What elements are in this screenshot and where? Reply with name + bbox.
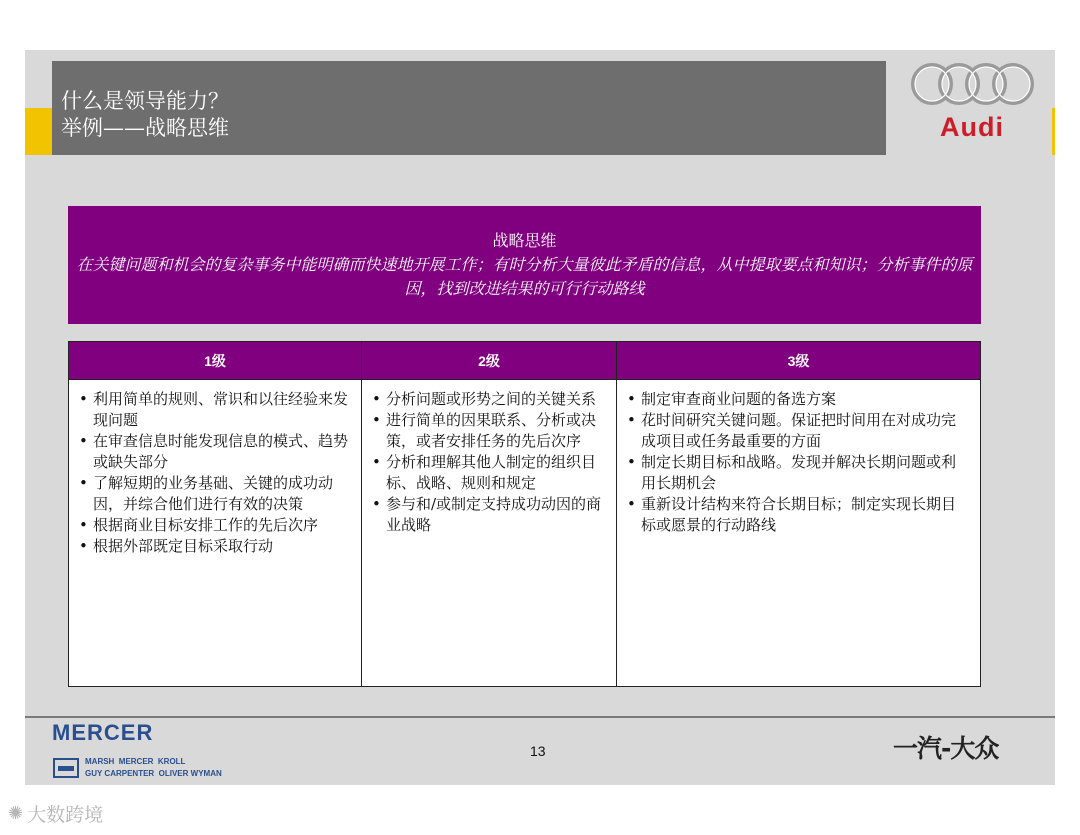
- title-right-accent: [1052, 108, 1055, 155]
- levels-table: [68, 341, 981, 687]
- list-item: • 根据外部既定目标采取行动: [79, 536, 351, 557]
- definition-title: 战略思维: [492, 231, 557, 250]
- audi-wordmark: Audi: [940, 112, 1004, 142]
- list-item: • 进行简单的因果联系、分析或决策，或者安排任务的先后次序: [372, 410, 606, 452]
- list-item: • 花时间研究关键问题。保证把时间用在对成功完成项目或任务最重要的方面: [627, 410, 970, 452]
- list-item: • 制定审查商业问题的备选方案: [627, 389, 970, 410]
- mercer-mark-icon: [53, 758, 79, 778]
- level-3-header: 3级: [617, 342, 980, 380]
- list-item: • 根据商业目标安排工作的先后次序: [79, 515, 351, 536]
- list-item: • 制定长期目标和战略。发现并解决长期问题或利用长期机会: [627, 452, 970, 494]
- list-item: • 利用简单的规则、常识和以往经验来发现问题: [79, 389, 351, 431]
- list-item: • 在审查信息时能发现信息的模式、趋势或缺失部分: [79, 431, 351, 473]
- watermark: [8, 800, 103, 827]
- slide-title: [61, 88, 229, 142]
- level-2-column: [362, 342, 617, 686]
- slide: [25, 50, 1055, 785]
- definition-box: [68, 206, 981, 324]
- level-1-list: [79, 389, 351, 557]
- audi-rings-icon: [906, 62, 1040, 110]
- watermark-text: 大数跨境: [27, 804, 104, 826]
- title-line-2: 举例——战略思维: [61, 116, 229, 140]
- list-item: • 分析和理解其他人制定的组织目标、战略、规则和规定: [372, 452, 606, 494]
- mercer-logo: MERCER: [52, 720, 154, 745]
- list-item: • 重新设计结构来符合长期目标；制定实现长期目标或愿景的行动路线: [627, 494, 970, 536]
- page-number: 13: [530, 743, 546, 759]
- mercer-group-logo: [53, 754, 253, 784]
- audi-logo: [906, 62, 1040, 142]
- level-3-list: [627, 389, 970, 536]
- definition-description: 在关键问题和机会的复杂事务中能明确而快速地开展工作；有时分析大量彼此矛盾的信息，从中提取要点和知识；分析事件的原因，找到改进结果的可行行动路线: [76, 255, 973, 298]
- list-item: • 分析问题或形势之间的关键关系: [372, 389, 606, 410]
- list-item: • 了解短期的业务基础、关键的成功动因，并综合他们进行有效的决策: [79, 473, 351, 515]
- footer-divider: [25, 716, 1055, 718]
- list-item: • 参与和/或制定支持成功动因的商业战略: [372, 494, 606, 536]
- watermark-logo-icon: ✺: [8, 803, 24, 824]
- level-1-column: [69, 342, 362, 686]
- level-1-header: 1级: [69, 342, 361, 380]
- title-line-1: 什么是领导能力？: [61, 89, 229, 113]
- level-2-header: 2级: [362, 342, 616, 380]
- faw-vw-logo: 一汽-大众: [893, 734, 999, 763]
- level-3-column: [617, 342, 980, 686]
- title-accent: [25, 108, 52, 155]
- mercer-group-names: MARSH MERCER KROLL GUY CARPENTER OLIVER WYMAN: [85, 757, 222, 778]
- level-2-list: [372, 389, 606, 536]
